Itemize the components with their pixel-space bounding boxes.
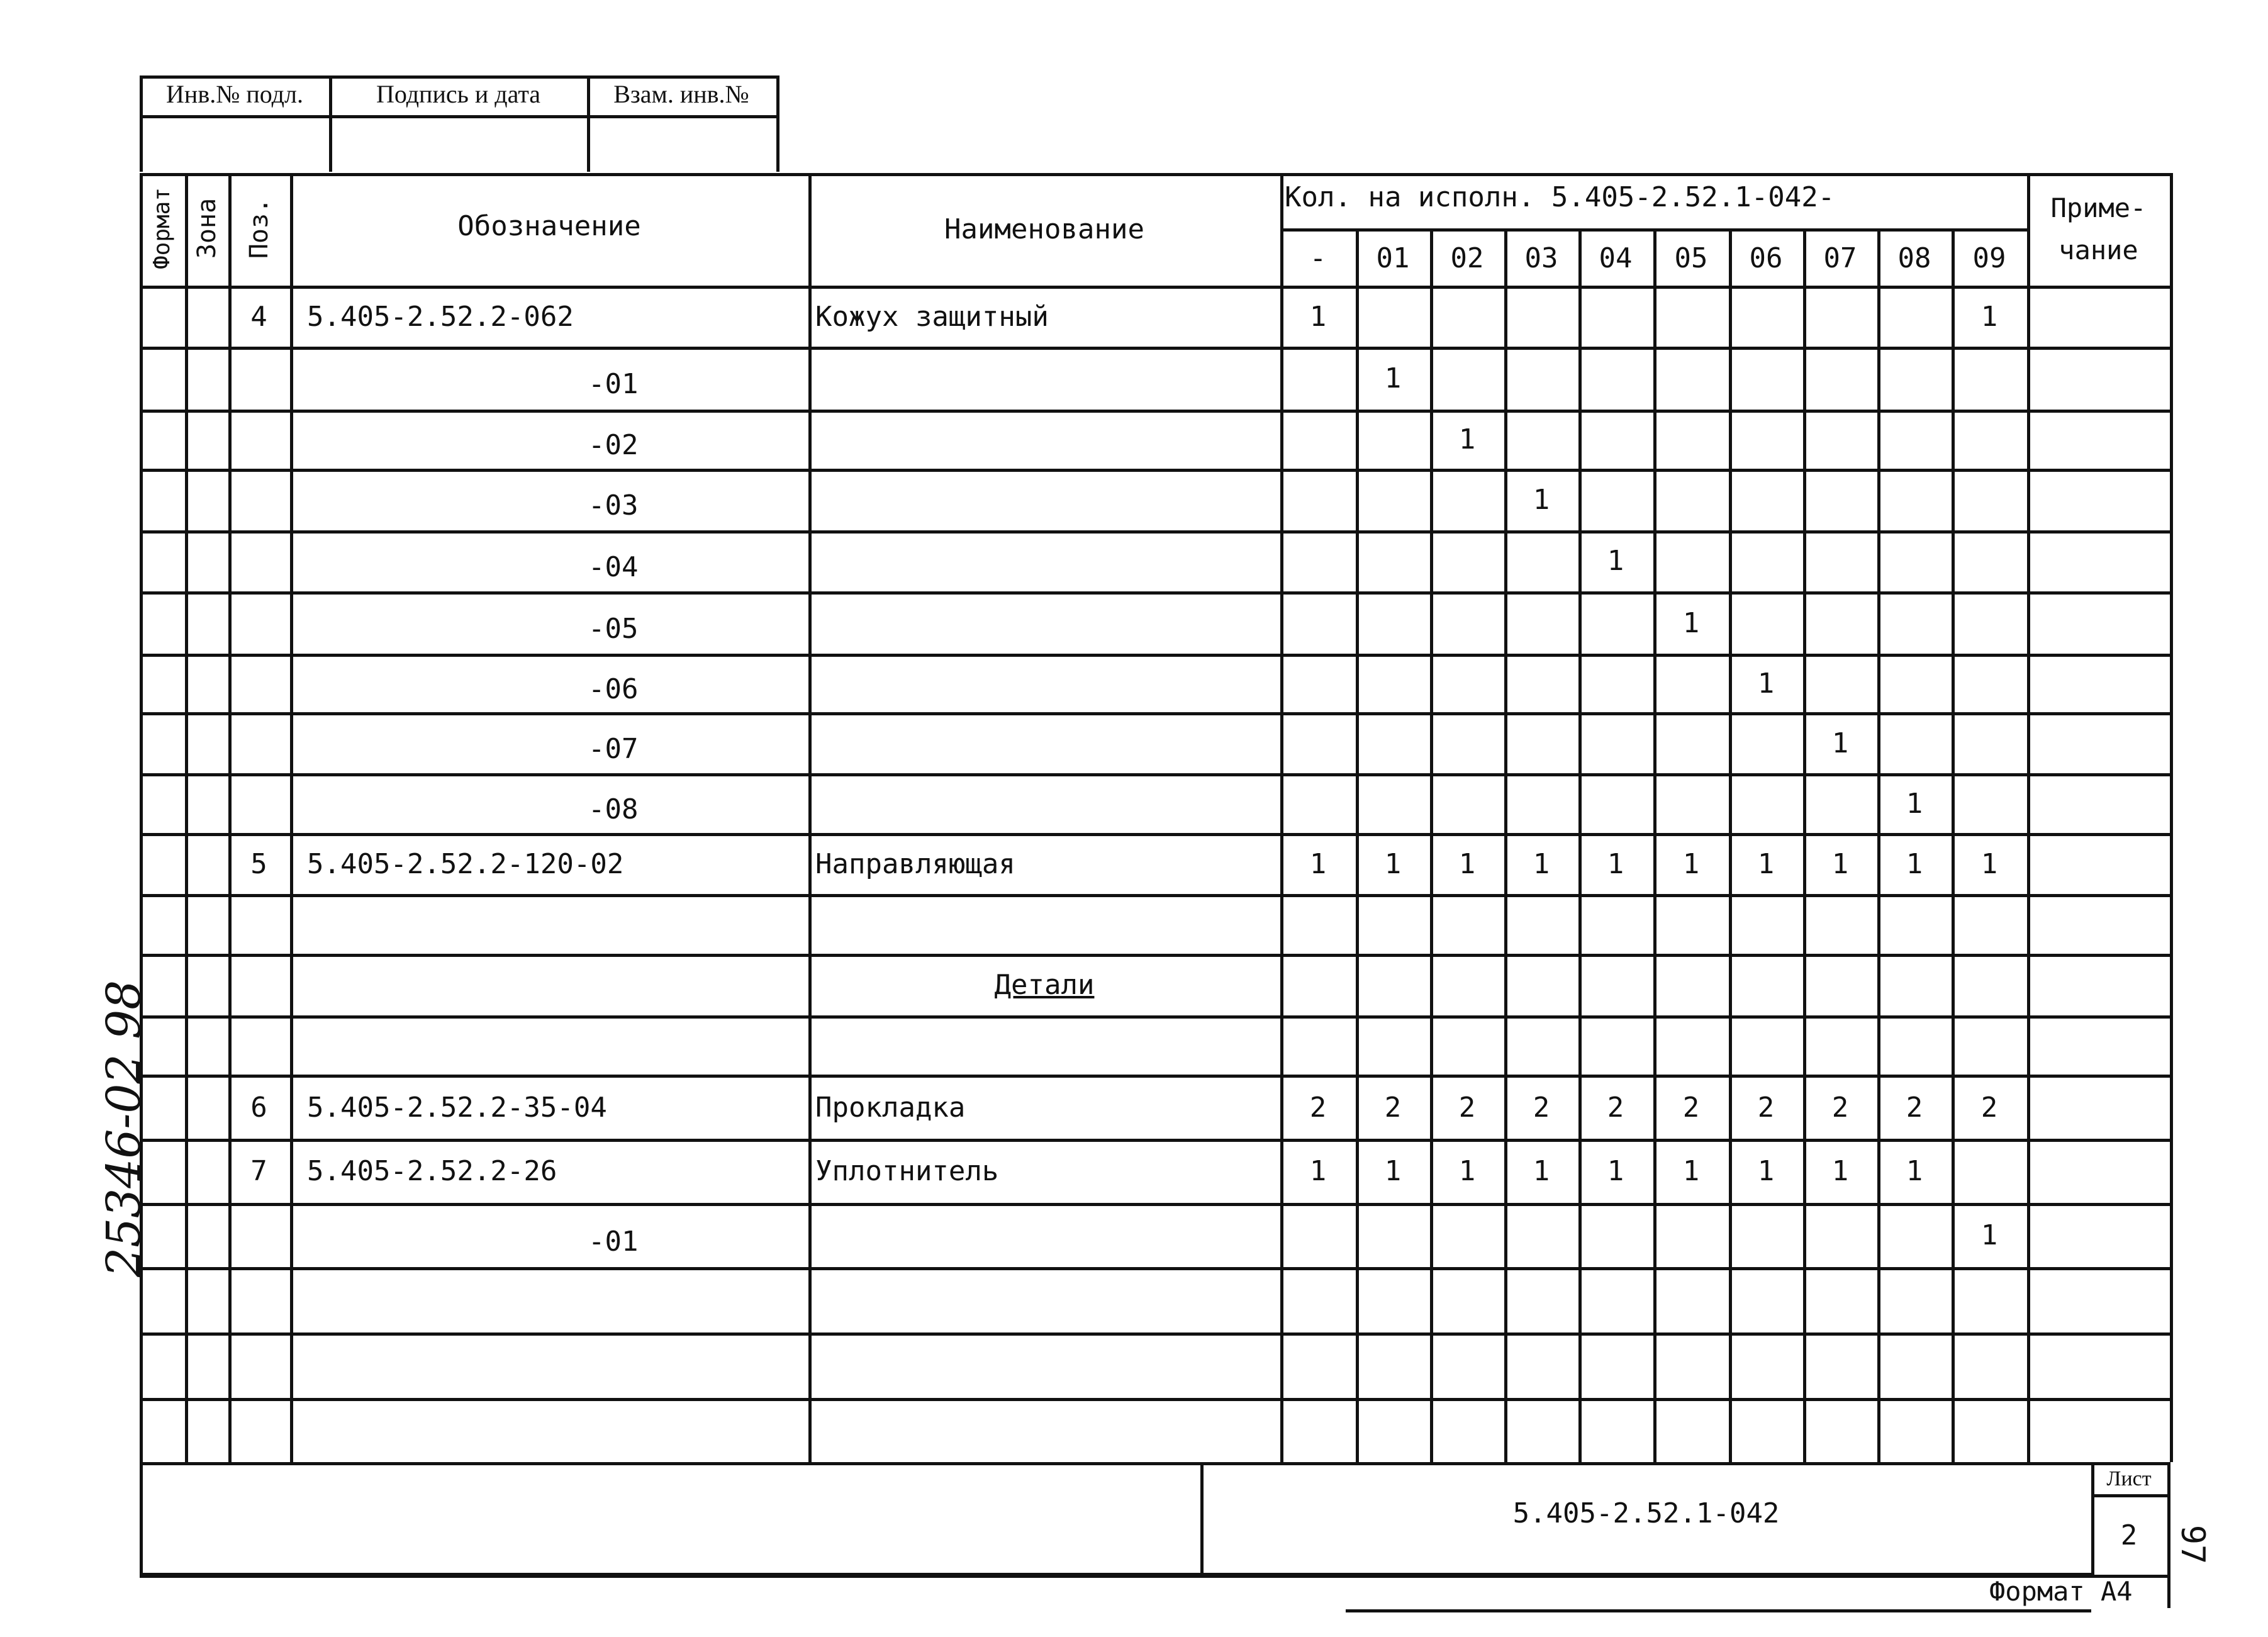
qty-cell: 2 <box>1533 1092 1550 1124</box>
header-name: Наименование <box>944 213 1144 245</box>
qty-cell: 1 <box>1980 848 1998 880</box>
qty-cell: 1 <box>1309 1155 1327 1187</box>
header-zone: Зона <box>193 198 221 259</box>
bottom-trim-line <box>1346 1609 2091 1612</box>
row-line <box>140 530 2170 534</box>
header-designation: Обозначение <box>457 210 641 242</box>
column-line <box>290 173 293 1462</box>
row-line <box>140 469 2170 472</box>
qty-cell: 2 <box>1980 1092 1998 1124</box>
row-designation: 5.405-2.52.2-26 <box>307 1155 557 1187</box>
row-name: Направляющая <box>815 848 1015 880</box>
row-name: Кожух защитный <box>815 301 1049 333</box>
row-line <box>140 654 2170 657</box>
qty-cell: 2 <box>1831 1092 1849 1124</box>
variant-header-6: 05 <box>1674 242 1708 274</box>
row-pos: 4 <box>250 301 267 333</box>
row-pos: 5 <box>250 848 267 880</box>
qty-cell: 1 <box>1757 848 1775 880</box>
qty-cell: 1 <box>1458 1155 1476 1187</box>
qty-cell: 2 <box>1384 1092 1402 1124</box>
column-line <box>1803 228 1806 1462</box>
format-label: Формат А4 <box>1989 1576 2133 1607</box>
column-line <box>1578 228 1582 1462</box>
row-designation: 5.405-2.52.2-35-04 <box>307 1092 607 1124</box>
row-variant-suffix: -08 <box>588 793 639 825</box>
qty-cell: 1 <box>1533 1155 1550 1187</box>
row-line <box>140 1398 2170 1401</box>
header-note-line1: Приме- <box>2050 193 2147 223</box>
qty-cell: 2 <box>1682 1092 1700 1124</box>
qty-cell: 2 <box>1607 1092 1624 1124</box>
qty-cell: 1 <box>1682 848 1700 880</box>
row-line <box>140 833 2170 836</box>
qty-cell: 1 <box>1607 848 1624 880</box>
column-line <box>1280 173 1283 1462</box>
column-line <box>1653 228 1656 1462</box>
handwritten-archive-number: 25346-02 98 <box>97 980 151 1277</box>
row-line <box>140 347 2170 350</box>
qty-cell: 1 <box>1682 607 1700 639</box>
sheet-number: 2 <box>2120 1519 2138 1551</box>
row-variant-suffix: -01 <box>588 1226 639 1258</box>
sheet-label-line <box>2091 1494 2170 1497</box>
qty-cell: 1 <box>1757 1155 1775 1187</box>
variant-header-4: 03 <box>1524 242 1558 274</box>
table-right-line <box>2170 173 2173 1462</box>
stamp-mid-line <box>140 115 778 118</box>
row-variant-suffix: -06 <box>588 673 639 705</box>
qty-cell: 1 <box>1458 848 1476 880</box>
stamp-header-3: Взам. инв.№ <box>613 80 749 108</box>
header-qty: Кол. на исполн. 5.405-2.52.1-042- <box>1285 181 1835 213</box>
titleblock-top-line <box>140 1462 2170 1465</box>
qty-cell: 1 <box>1384 1155 1402 1187</box>
column-line <box>1729 228 1732 1462</box>
row-variant-suffix: -01 <box>588 368 639 400</box>
variant-header-8: 07 <box>1823 242 1857 274</box>
qty-cell: 1 <box>1533 848 1550 880</box>
column-line <box>1877 228 1880 1462</box>
qty-cell: 1 <box>1458 423 1476 455</box>
row-line <box>140 894 2170 897</box>
qty-cell: 2 <box>1906 1092 1923 1124</box>
qty-cell: 1 <box>1309 301 1327 333</box>
row-line <box>140 773 2170 776</box>
row-name: Прокладка <box>815 1092 966 1124</box>
column-line <box>1952 228 1955 1462</box>
titleblock-bottom-line <box>140 1575 2170 1578</box>
stamp-top-line <box>140 75 778 79</box>
column-line <box>808 173 812 1462</box>
row-pos: 6 <box>250 1092 267 1124</box>
row-line <box>140 712 2170 715</box>
qty-cell: 1 <box>1831 848 1849 880</box>
column-line <box>1356 228 1359 1462</box>
qty-cell: 2 <box>1757 1092 1775 1124</box>
row-pos: 7 <box>250 1155 267 1187</box>
row-line <box>140 1075 2170 1078</box>
variant-header-5: 04 <box>1599 242 1633 274</box>
stamp-header-1: Инв.№ подл. <box>166 80 303 108</box>
qty-cell: 1 <box>1384 848 1402 880</box>
stamp-header-2: Подпись и дата <box>376 80 541 108</box>
variant-header-9: 08 <box>1897 242 1931 274</box>
qty-cell: 1 <box>1980 1219 1998 1251</box>
row-line <box>140 1267 2170 1270</box>
column-line <box>2027 173 2030 1462</box>
header-format: Формат <box>149 187 175 270</box>
row-line <box>140 410 2170 413</box>
qty-cell: 1 <box>1607 545 1624 577</box>
titleblock-left-line <box>140 1462 143 1577</box>
variant-header-7: 06 <box>1749 242 1783 274</box>
variant-header-1: - <box>1309 242 1327 274</box>
qty-cell: 2 <box>1458 1092 1476 1124</box>
qty-cell: 1 <box>1309 848 1327 880</box>
qty-cell: 1 <box>1906 788 1923 820</box>
table-top-line <box>140 173 2170 176</box>
sheet-label: Лист <box>2106 1467 2152 1490</box>
qty-cell: 1 <box>1607 1155 1624 1187</box>
row-line <box>140 954 2170 957</box>
qty-cell: 1 <box>1533 484 1550 516</box>
qty-cell: 1 <box>1906 1155 1923 1187</box>
row-line <box>140 591 2170 595</box>
row-line <box>140 1333 2170 1336</box>
qty-cell: 2 <box>1309 1092 1327 1124</box>
row-variant-suffix: -03 <box>588 489 639 522</box>
row-line <box>140 1203 2170 1206</box>
row-line <box>140 1015 2170 1019</box>
header-bottom-line <box>140 286 2170 289</box>
row-designation: 5.405-2.52.2-120-02 <box>307 848 624 880</box>
qty-cell: 1 <box>1906 848 1923 880</box>
header-pos: Поз. <box>245 198 274 259</box>
qty-cell: 1 <box>1980 301 1998 333</box>
row-line <box>140 1139 2170 1142</box>
column-line <box>228 173 232 1462</box>
qty-cell: 1 <box>1384 362 1402 394</box>
row-name: Уплотнитель <box>815 1155 999 1187</box>
variant-header-10: 09 <box>1972 242 2006 274</box>
qty-cell: 1 <box>1831 1155 1849 1187</box>
section-heading-details: Детали <box>994 969 1095 1001</box>
variant-header-3: 02 <box>1450 242 1484 274</box>
column-line <box>185 173 188 1462</box>
row-designation: 5.405-2.52.2-062 <box>307 301 574 333</box>
row-variant-suffix: -05 <box>588 613 639 645</box>
stamp-right-line <box>776 75 779 172</box>
corner-page-number: 97 <box>2174 1524 2211 1565</box>
row-variant-suffix: -04 <box>588 551 639 583</box>
row-variant-suffix: -02 <box>588 429 639 461</box>
column-line <box>1430 228 1433 1462</box>
variant-header-2: 01 <box>1376 242 1410 274</box>
column-line <box>1504 228 1507 1462</box>
qty-cell: 1 <box>1831 727 1849 759</box>
row-variant-suffix: -07 <box>588 733 639 765</box>
qty-cell: 1 <box>1682 1155 1700 1187</box>
header-note-line2: чание <box>2059 235 2138 265</box>
document-designation: 5.405-2.52.1-042 <box>1512 1497 1780 1529</box>
qty-cell: 1 <box>1757 668 1775 700</box>
titleblock-right-line <box>2167 1462 2170 1608</box>
